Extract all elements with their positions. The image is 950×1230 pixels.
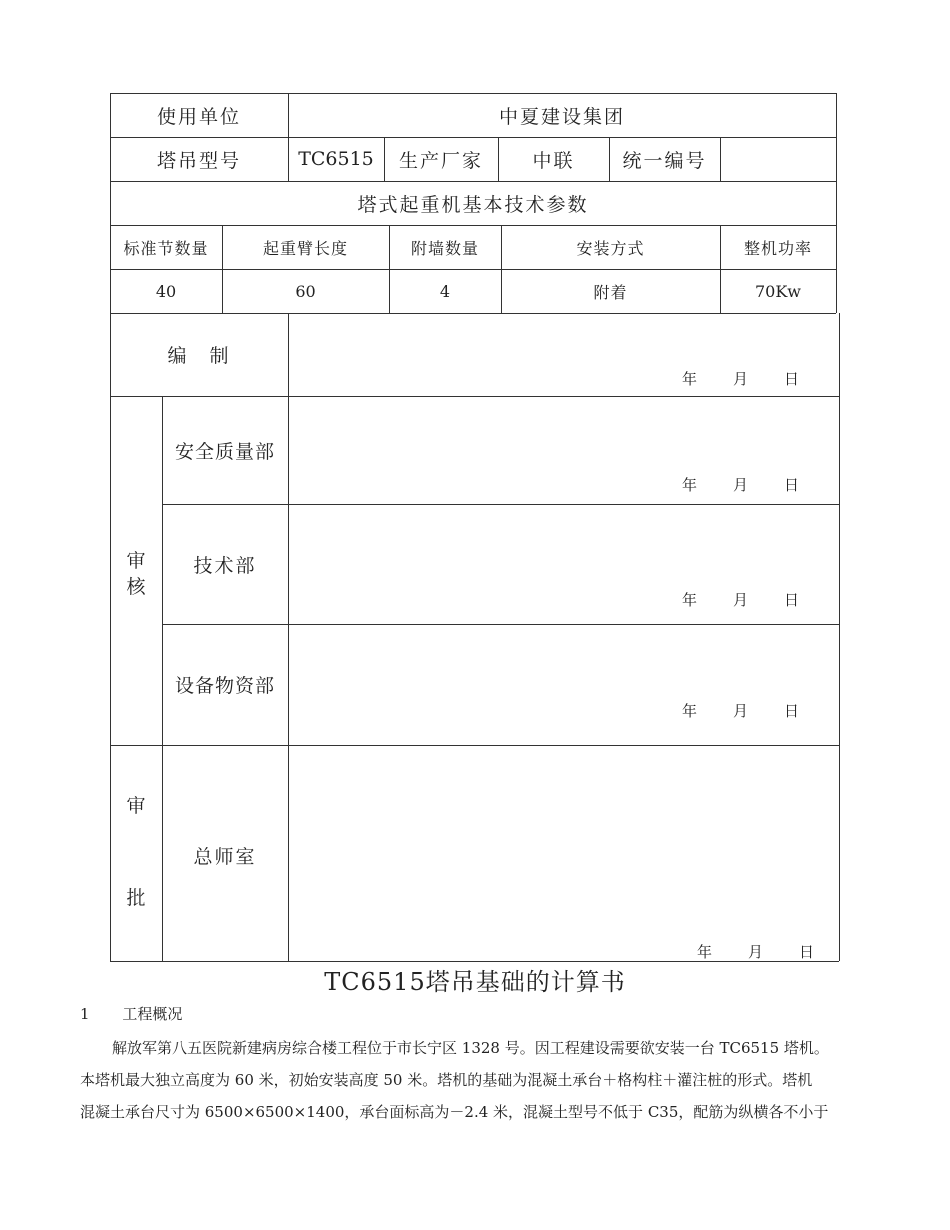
review-label-bottom: 核 [126, 576, 146, 598]
table-line [110, 313, 111, 961]
safety-label: 安全质量部 [174, 440, 275, 463]
date-day: 日 [799, 943, 815, 961]
param-value: 40 [155, 281, 177, 301]
date-year: 年 [682, 370, 698, 388]
table-line [839, 313, 840, 961]
date-year: 年 [697, 943, 713, 961]
serial-value [720, 137, 836, 181]
date-month: 月 [748, 943, 764, 961]
date-month: 月 [733, 476, 749, 494]
paragraph-line: 本塔机最大独立高度为 60 米，初始安装高度 50 米。塔机的基础为混凝土承台＋格构柱＋灌注桩的形式。塔机 [80, 1071, 813, 1089]
compile-date [682, 368, 799, 389]
date-year: 年 [682, 476, 698, 494]
unit-value: 中夏建设集团 [498, 105, 625, 128]
approve-label-bottom: 批 [126, 887, 146, 909]
tech-label: 技术部 [193, 554, 257, 577]
date-day: 日 [784, 591, 800, 609]
date-month: 月 [733, 370, 749, 388]
maker-value: 中联 [532, 149, 575, 172]
paragraph-line: 解放军第八五医院新建病房综合楼工程位于市长宁区 1328 号。因工程建设需要欲安装一台 TC6515 塔机。 [112, 1039, 829, 1057]
model-label: 塔吊型号 [156, 149, 241, 172]
params-title: 塔式起重机基本技术参数 [357, 193, 589, 216]
param-value: 附着 [593, 282, 628, 302]
serial-label: 统一编号 [622, 149, 707, 172]
section-title: 工程概况 [122, 1005, 183, 1023]
review-label [110, 548, 162, 600]
param-header: 起重臂长度 [262, 238, 348, 258]
param-value: 70Kw [754, 281, 801, 301]
date-month: 月 [733, 591, 749, 609]
param-value: 60 [295, 281, 316, 301]
tech-date [682, 589, 799, 610]
table-line [288, 313, 289, 961]
section-heading [80, 1003, 182, 1024]
model-value: TC6515 [298, 148, 374, 170]
param-header: 安装方式 [576, 238, 645, 258]
chief-date [697, 941, 814, 962]
param-header: 整机功率 [743, 238, 812, 258]
compile-label: 编 制 [167, 345, 231, 367]
date-year: 年 [682, 702, 698, 720]
date-day: 日 [784, 702, 800, 720]
document-title: TC6515塔吊基础的计算书 [324, 968, 626, 996]
section-number: 1 [80, 1005, 90, 1023]
safety-date [682, 474, 799, 495]
unit-label: 使用单位 [156, 105, 241, 128]
review-label-top: 审 [126, 550, 146, 572]
date-year: 年 [682, 591, 698, 609]
equipment-label: 设备物资部 [174, 675, 275, 697]
param-header: 附墙数量 [410, 238, 479, 258]
chief-label: 总师室 [193, 845, 257, 868]
paragraph-line: 混凝土承台尺寸为 6500×6500×1400，承台面标高为－2.4 米，混凝土型号不低于 C35，配筋为纵横各不小于 [80, 1103, 829, 1121]
date-day: 日 [784, 476, 800, 494]
table-line [836, 93, 837, 313]
equipment-date [682, 700, 799, 721]
date-month: 月 [733, 702, 749, 720]
approve-label-top: 审 [126, 795, 146, 817]
table-line [110, 745, 839, 746]
maker-label: 生产厂家 [398, 149, 483, 172]
param-value: 4 [439, 281, 451, 301]
date-day: 日 [784, 370, 800, 388]
param-header: 标准节数量 [123, 238, 209, 258]
